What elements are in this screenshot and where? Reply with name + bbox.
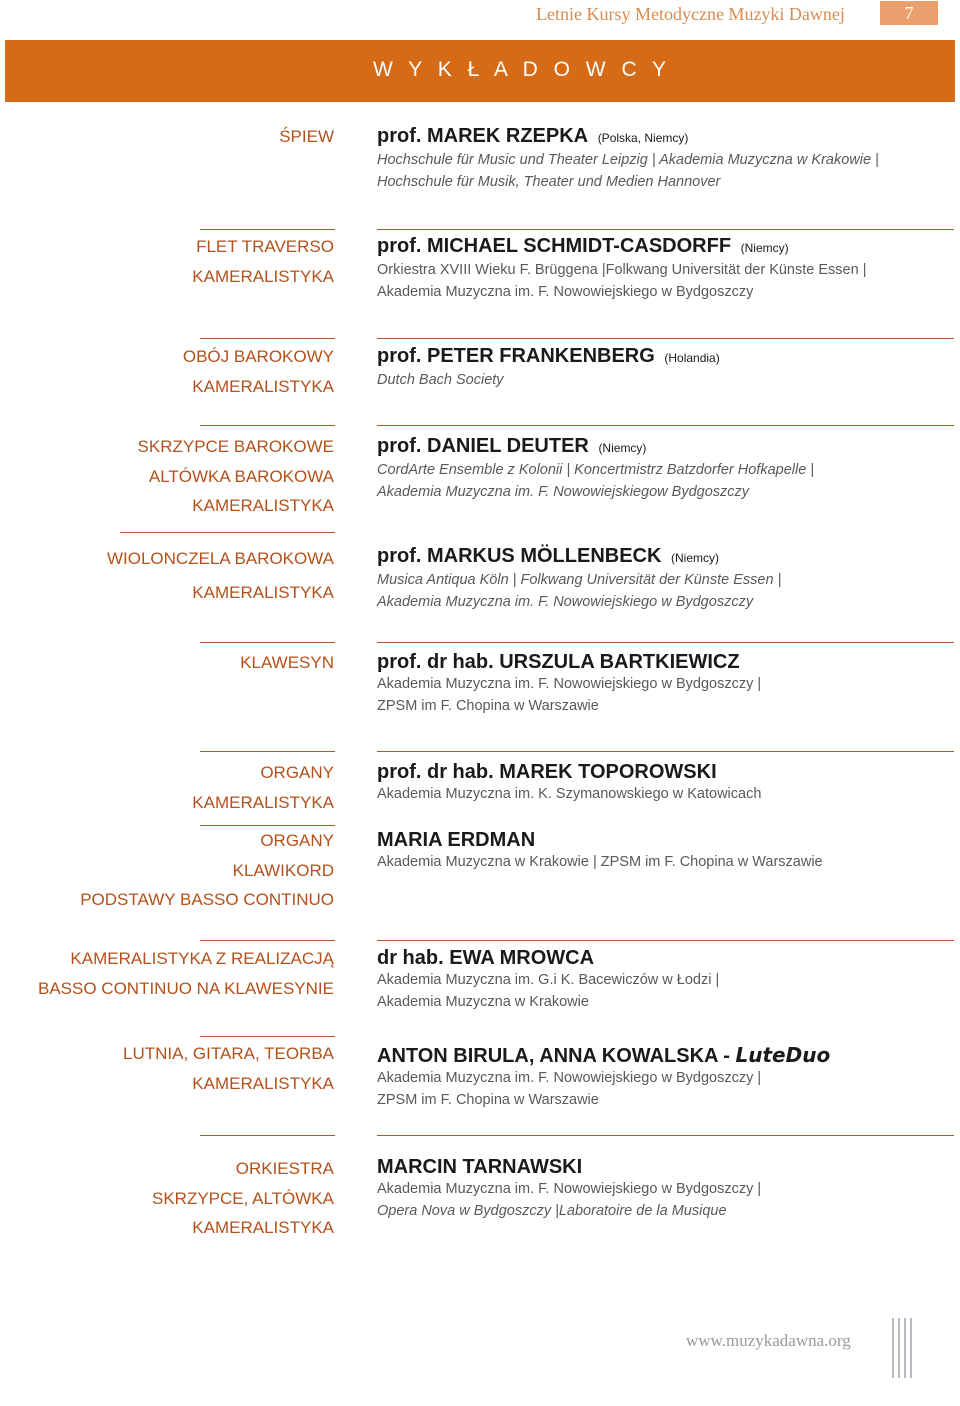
category-list bbox=[80, 826, 334, 915]
banner-title: W Y K Ł A D O W C Y bbox=[373, 58, 672, 81]
affiliation-line: Akademia Muzyczna im. F. Nowowiejskiegow Bydgoszczy bbox=[377, 483, 750, 500]
lecturer-name-line bbox=[377, 544, 781, 570]
affiliation-line: Hochschule für Music und Theater Leipzig | Akademia Muzyczna w Krakowie | bbox=[377, 152, 879, 168]
lecturer-block bbox=[377, 434, 814, 503]
lecturer-prefix: prof. bbox=[377, 435, 422, 457]
lecturer-name-line bbox=[377, 1043, 830, 1068]
category-label: KAMERALISTYKA bbox=[192, 376, 334, 396]
lecturer-name: ANTON BIRULA, ANNA KOWALSKA - bbox=[377, 1045, 736, 1067]
footer-decoration bbox=[892, 1318, 916, 1378]
category-list bbox=[192, 232, 334, 291]
category-label: LUTNIA, GITARA, TEORBA bbox=[123, 1044, 334, 1063]
lecturer-name: MAREK TOPOROWSKI bbox=[499, 761, 717, 783]
ensemble-brand: LuteDuo bbox=[735, 1043, 831, 1067]
affiliations bbox=[377, 1068, 830, 1111]
affiliation-line: ZPSM im F. Chopina w Warszawie bbox=[377, 1091, 599, 1108]
affiliation-line: Opera Nova w Bydgoszczy |Laboratoire de la Musique bbox=[377, 1202, 727, 1219]
affiliation-line: Orkiestra XVIII Wieku F. Brüggena |Folkwang Universität der Künste Essen | bbox=[377, 262, 867, 278]
divider bbox=[200, 940, 335, 941]
lecturer-name-line bbox=[377, 828, 823, 852]
divider bbox=[120, 532, 335, 533]
category-label: OBÓJ BAROKOWY bbox=[182, 347, 334, 366]
category-label: KLAWESYN bbox=[240, 653, 334, 672]
lecturer-block bbox=[377, 946, 719, 1013]
divider bbox=[200, 751, 335, 752]
divider bbox=[200, 642, 335, 643]
lecturer-name: MARKUS MÖLLENBECK bbox=[427, 545, 662, 567]
affiliation-line: CordArte Ensemble z Kolonii | Koncertmistrz Batzdorfer Hofkapelle | bbox=[377, 462, 815, 478]
affiliation-line: Akademia Muzyczna w Krakowie | ZPSM im F. Chopina w Warszawie bbox=[377, 854, 823, 870]
lecturer-nationality: (Niemcy) bbox=[671, 551, 719, 565]
category-label: ORGANY bbox=[260, 831, 334, 850]
category-label: SKRZYPCE, ALTÓWKA bbox=[151, 1188, 334, 1208]
category-label: BASSO CONTINUO NA KLAWESYNIE bbox=[38, 978, 334, 998]
affiliation-line: Akademia Muzyczna im. F. Nowowiejskiego w Bydgoszczy | bbox=[377, 1070, 762, 1086]
affiliations bbox=[377, 852, 823, 874]
category-label: PODSTAWY BASSO CONTINUO bbox=[80, 890, 334, 909]
lecturer-name: URSZULA BARTKIEWICZ bbox=[499, 651, 740, 673]
category-label: FLET TRAVERSO bbox=[196, 237, 334, 256]
divider bbox=[200, 338, 335, 339]
category-label: KAMERALISTYKA bbox=[192, 1218, 334, 1237]
affiliation-line: Akademia Muzyczna im. K. Szymanowskiego w Katowicach bbox=[377, 786, 762, 802]
category-list bbox=[192, 758, 334, 817]
lecturer-prefix: prof. bbox=[377, 235, 422, 257]
divider bbox=[200, 1036, 335, 1037]
category-label: ŚPIEW bbox=[279, 127, 334, 146]
lecturer-name-line bbox=[377, 344, 720, 370]
affiliations bbox=[377, 260, 866, 303]
category-label: KLAWIKORD bbox=[232, 860, 334, 880]
header-title: Letnie Kursy Metodyczne Muzyki Dawnej bbox=[536, 4, 845, 24]
footer-url: www.muzykadawna.org bbox=[686, 1331, 851, 1350]
divider bbox=[377, 229, 954, 230]
lecturer-block bbox=[377, 760, 761, 806]
lecturer-nationality: (Niemcy) bbox=[598, 441, 647, 455]
category-label: SKRZYPCE BAROKOWE bbox=[137, 437, 334, 456]
affiliation-line: Hochschule für Musik, Theater und Medien Hannover bbox=[377, 173, 721, 190]
affiliation-line: Akademia Muzyczna im. F. Nowowiejskiego w Bydgoszczy | bbox=[377, 1181, 762, 1197]
category-label: KAMERALISTYKA Z REALIZACJĄ bbox=[70, 949, 334, 968]
affiliation-line: Akademia Muzyczna w Krakowie bbox=[377, 993, 589, 1010]
lecturer-name: MICHAEL SCHMIDT-CASDORFF bbox=[427, 235, 732, 257]
affiliations bbox=[377, 150, 879, 193]
divider bbox=[200, 1135, 335, 1136]
lecturer-block bbox=[377, 344, 720, 392]
lecturer-name: MARCIN TARNAWSKI bbox=[377, 1156, 583, 1178]
lecturer-prefix: prof. bbox=[377, 125, 422, 147]
affiliations bbox=[377, 1179, 761, 1222]
category-label: WIOLONCZELA BAROKOWA bbox=[106, 549, 334, 568]
affiliations bbox=[377, 570, 781, 613]
divider bbox=[377, 642, 954, 643]
category-label: ALTÓWKA BAROKOWA bbox=[148, 466, 334, 486]
affiliations bbox=[377, 970, 719, 1013]
category-label: ORKIESTRA bbox=[235, 1159, 334, 1178]
lecturer-name: MAREK RZEPKA bbox=[427, 125, 589, 147]
lecturer-name-line bbox=[377, 1155, 761, 1179]
lecturer-nationality: (Polska, Niemcy) bbox=[597, 131, 689, 145]
affiliation-line: Akademia Muzyczna im. F. Nowowiejskiego w Bydgoszczy bbox=[377, 593, 754, 610]
category-label: KAMERALISTYKA bbox=[192, 792, 334, 812]
lecturer-block bbox=[377, 234, 866, 303]
divider bbox=[200, 229, 335, 230]
lecturer-block bbox=[377, 650, 761, 717]
divider bbox=[377, 425, 954, 426]
category-list bbox=[107, 542, 334, 610]
lecturer-block bbox=[377, 1043, 830, 1111]
lecturer-name-line bbox=[377, 234, 866, 260]
affiliations bbox=[377, 784, 761, 806]
lecturer-name-line bbox=[377, 124, 879, 150]
lecturer-name-line bbox=[377, 946, 719, 970]
affiliation-line: Akademia Muzyczna im. G.i K. Bacewiczów w Łodzi | bbox=[377, 972, 720, 988]
lecturer-prefix: dr hab. bbox=[377, 947, 444, 969]
lecturer-prefix: prof. bbox=[377, 545, 422, 567]
divider bbox=[377, 338, 954, 339]
category-label: ORGANY bbox=[260, 763, 334, 782]
affiliation-line: ZPSM im F. Chopina w Warszawie bbox=[377, 697, 599, 714]
lecturer-block bbox=[377, 1155, 761, 1222]
affiliations bbox=[377, 674, 761, 717]
lecturer-prefix: prof. bbox=[377, 345, 422, 367]
divider bbox=[377, 940, 954, 941]
affiliation-line: Musica Antiqua Köln | Folkwang Universität der Künste Essen | bbox=[377, 572, 782, 588]
category-label: KAMERALISTYKA bbox=[192, 496, 334, 515]
category-list bbox=[279, 122, 334, 152]
lecturer-name: EWA MROWCA bbox=[449, 947, 595, 969]
category-label: KAMERALISTYKA bbox=[192, 1073, 334, 1093]
lecturer-block bbox=[377, 544, 781, 613]
lecturer-name: PETER FRANKENBERG bbox=[427, 345, 655, 367]
category-list bbox=[183, 342, 334, 401]
category-label: KAMERALISTYKA bbox=[192, 266, 334, 286]
lecturer-name: MARIA ERDMAN bbox=[377, 829, 536, 851]
affiliation-line: Akademia Muzyczna im. F. Nowowiejskiego w Bydgoszczy bbox=[377, 283, 754, 300]
affiliations bbox=[377, 460, 814, 503]
lecturer-block bbox=[377, 828, 823, 874]
affiliations bbox=[377, 370, 720, 392]
divider bbox=[200, 425, 335, 426]
lecturer-nationality: (Holandia) bbox=[664, 351, 720, 365]
category-list bbox=[240, 648, 334, 678]
lecturer-name-line bbox=[377, 650, 761, 674]
lecturer-prefix: prof. dr hab. bbox=[377, 651, 494, 673]
divider bbox=[377, 1135, 954, 1136]
affiliation-line: Akademia Muzyczna im. F. Nowowiejskiego w Bydgoszczy | bbox=[377, 676, 762, 692]
lecturer-name: DANIEL DEUTER bbox=[427, 435, 589, 457]
category-list bbox=[123, 1039, 334, 1098]
lecturer-prefix: prof. dr hab. bbox=[377, 761, 494, 783]
lecturer-block bbox=[377, 124, 879, 193]
affiliation-line: Dutch Bach Society bbox=[377, 372, 504, 388]
divider bbox=[377, 751, 954, 752]
category-label: KAMERALISTYKA bbox=[192, 583, 334, 602]
lecturer-name-line bbox=[377, 760, 761, 784]
category-list bbox=[152, 1154, 334, 1243]
category-list bbox=[38, 944, 334, 1003]
page-number-badge: 7 bbox=[880, 1, 938, 25]
category-list bbox=[138, 432, 334, 521]
lecturer-name-line bbox=[377, 434, 814, 460]
lecturer-nationality: (Niemcy) bbox=[740, 241, 789, 255]
